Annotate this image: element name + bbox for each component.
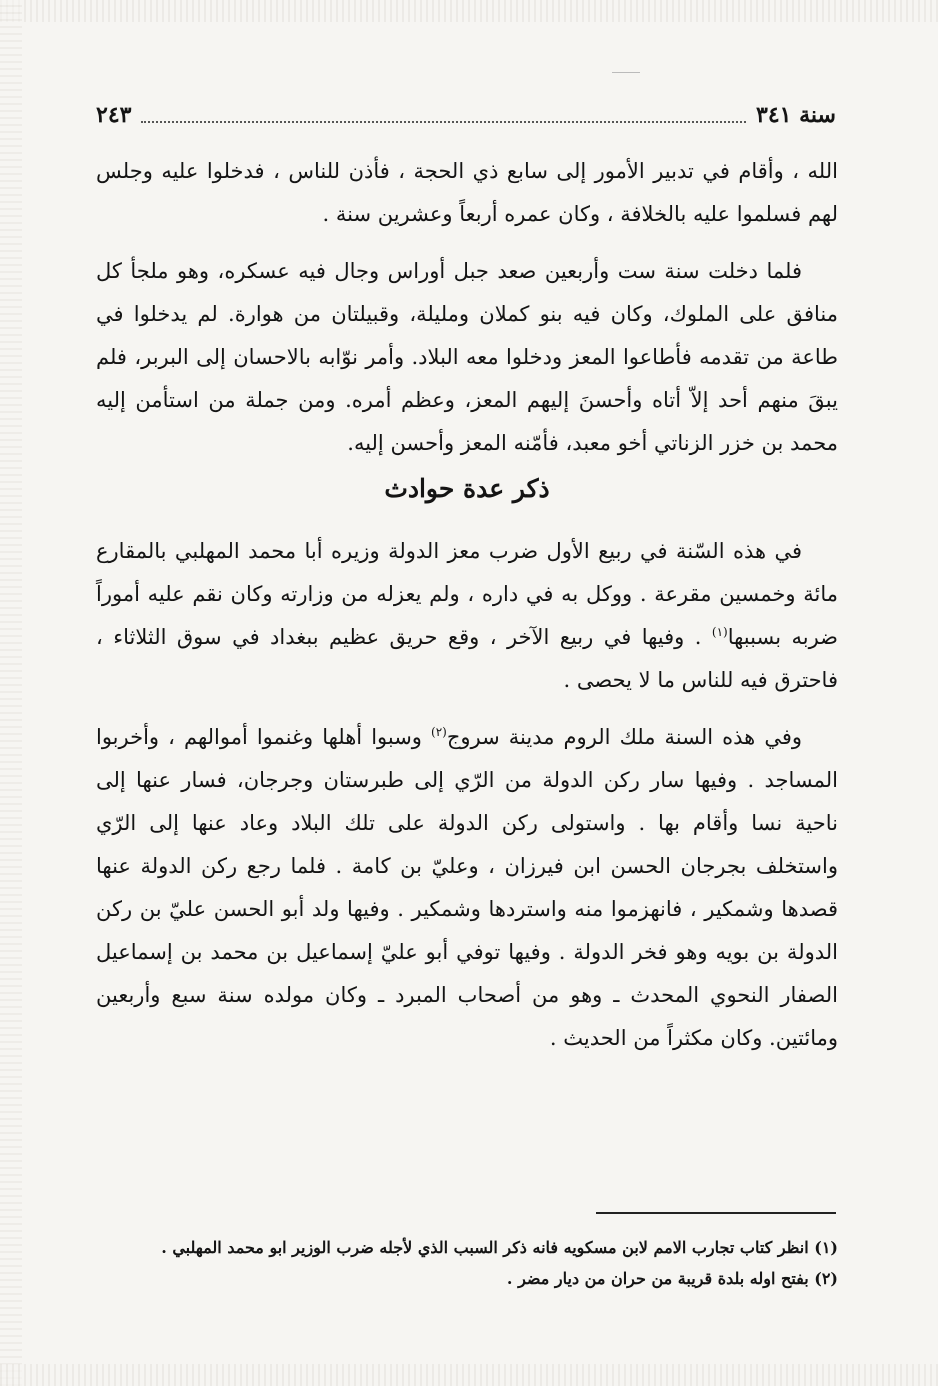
paragraph-text: فلما دخلت سنة ست وأربعين صعد جبل أوراس وجال فيه عسكره، وهو ملجأ كل منافق على الملوك، وكان فيه بنو كملان ومليلة، وقبيلتان من هوارة. لم يدخلوا في طاعة من تقدمه فأطاعوا المعز ودخلوا معه البلاد. وأمر نوّابه بالاحسان إلى البربر، فلم يبقَ منهم أحد إلاّ أتاه وأحسنَ إليهم المعز، وعظم أمره. ومن جملة من استأمن إليه محمد بن خزر الزناتي أخو معبد، فأمّنه المعز وأحسن إليه. — [96, 259, 838, 455]
scan-border-top — [0, 0, 938, 22]
paragraph-text-part: في هذه السّنة في ربيع الأول ضرب معز الدولة وزيره أبا محمد المهلبي بالمقارع مائة وخمسين مقرعة . ووكل به في داره ، ولم يعزله من وزارته وكان نقم عليه أموراً ضربه بسببها — [96, 539, 839, 649]
header-year: سنة ٣٤١ — [756, 102, 836, 128]
paragraph-2 — [96, 250, 838, 465]
footnote-divider — [596, 1212, 836, 1214]
paragraph-text-part: وفي هذه السنة ملك الروم مدينة سروج — [446, 725, 802, 749]
running-header — [96, 98, 836, 132]
paragraph-1 — [96, 150, 838, 236]
footnotes — [96, 1232, 838, 1294]
footnote-ref-1: (١) — [711, 625, 728, 639]
paragraph-text: الله ، وأقام في تدبير الأمور إلى سابع ذي الحجة ، فأذن للناس ، فدخلوا عليه وجلس لهم فسلموا عليه بالخلافة ، وكان عمره أربعاً وعشرين سنة . — [96, 159, 838, 226]
paragraph-text — [96, 530, 838, 702]
section-heading: ذكر عدة حوادث — [384, 474, 550, 503]
scan-border-bottom — [0, 1364, 938, 1386]
paragraph-4 — [96, 716, 838, 1060]
paragraph-3 — [96, 530, 838, 702]
scan-mark — [612, 72, 640, 73]
footnote-2: (٢) بفتح اوله بلدة قريبة من حران من ديار مضر . — [506, 1269, 838, 1288]
paragraph-text-part: . وفيها في ربيع الآخر ، وقع حريق عظيم ببغداد في سوق الثلاثاء ، فاحترق فيه للناس ما لا يحصى . — [96, 625, 838, 692]
footnote-ref-2: (٢) — [431, 725, 447, 739]
scan-border-left — [0, 0, 22, 1386]
header-dot-leader — [141, 107, 746, 123]
footnote-1: (١) انظر كتاب تجارب الامم لابن مسكويه فانه ذكر السبب الذي لأجله ضرب الوزير ابو محمد المهلبي . — [161, 1238, 838, 1257]
page-number: ٢٤٣ — [96, 102, 132, 128]
paragraph-text-part: وسبوا أهلها وغنموا أموالهم ، وأخربوا المساجد . وفيها سار ركن الدولة من الرّي إلى طبرستان وجرجان، فسار عنها إلى ناحية نسا وأقام بها . واستولى ركن الدولة على تلك البلاد وعاد عنها إلى الرّي واستخلف بجرجان الحسن ابن فيرزان ، وعليّ بن كامة . فلما رجع ركن الدولة عنها قصدها وشمكير ، فانهزموا منه واستردها وشمكير . وفيها ولد أبو الحسن عليّ بن ركن الدولة بن بويه وهو فخر الدولة . وفيها توفي أبو عليّ إسماعيل بن محمد بن إسماعيل الصفار النحوي المحدث ـ وهو من أصحاب المبرد ـ وكان مولده سنة سبع وأربعين ومائتين. وكان مكثراً من الحديث . — [96, 725, 838, 1050]
paragraph-text — [96, 716, 838, 1060]
